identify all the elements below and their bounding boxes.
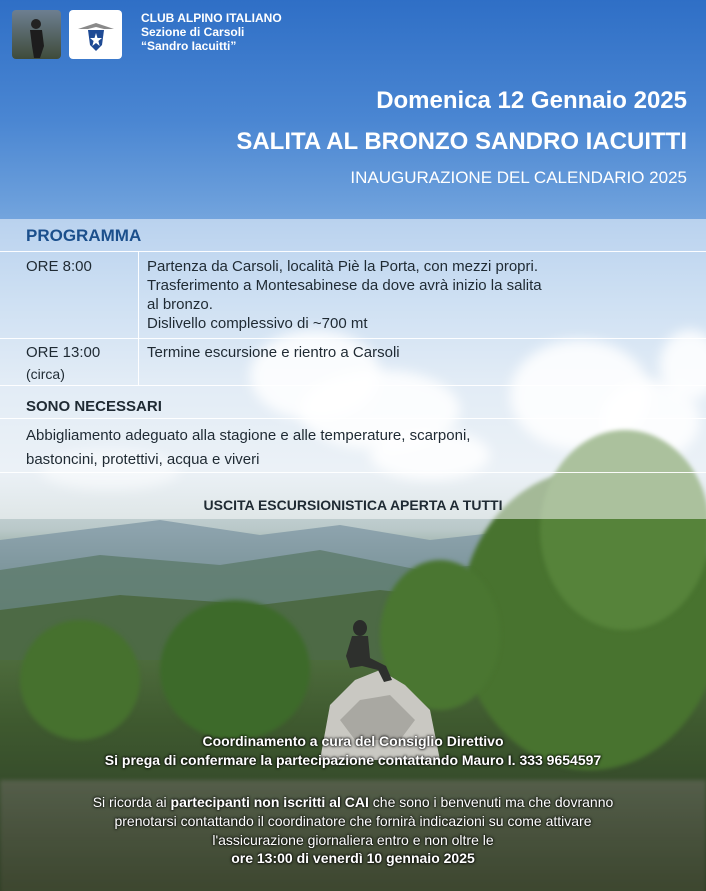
event-date: Domenica 12 Gennaio 2025 xyxy=(376,87,687,114)
reminder-text: che sono i benvenuti ma che dovranno xyxy=(368,794,614,810)
row-time-note: (circa) xyxy=(26,366,65,382)
necessari-line: Abbigliamento adeguato alla stagione e alle temperature, scarponi, xyxy=(26,427,471,444)
divider xyxy=(0,338,706,339)
divider xyxy=(0,385,706,386)
hiker-photo-logo xyxy=(12,10,61,59)
reminder-line-3: l'assicurazione giornaliera entro e non oltre le xyxy=(212,832,494,848)
row-line: Partenza da Carsoli, località Piè la Porta, con mezzi propri. xyxy=(147,258,539,275)
column-divider xyxy=(138,251,139,385)
reminder-line-2: prenotarsi contattando il coordinatore che fornirà indicazioni su come attivare xyxy=(114,813,592,829)
confirmation-line: Si prega di confermare la partecipazione contattando Mauro I. 333 9654597 xyxy=(104,752,602,768)
deadline: ore 13:00 di venerdì 10 gennaio 2025 xyxy=(231,850,475,866)
row-line: Dislivello complessivo di ~700 mt xyxy=(147,315,368,332)
event-title: SALITA AL BRONZO SANDRO IACUITTI xyxy=(236,128,687,155)
row-time: ORE 13:00 xyxy=(26,344,101,361)
open-to-all-note: USCITA ESCURSIONISTICA APERTA A TUTTI xyxy=(203,497,503,513)
row-line: al bronzo. xyxy=(147,296,213,313)
row-line: Termine escursione e rientro a Carsoli xyxy=(147,344,400,361)
row-time: ORE 8:00 xyxy=(26,258,92,275)
program-heading: PROGRAMMA xyxy=(26,226,142,245)
reminder-line-1 xyxy=(0,793,706,811)
divider xyxy=(0,472,706,473)
necessari-line: bastoncini, protettivi, acqua e viveri xyxy=(26,451,260,468)
club-line-2: Sezione di Carsoli xyxy=(141,25,245,39)
event-subtitle: INAUGURAZIONE DEL CALENDARIO 2025 xyxy=(350,168,687,187)
row-line: Trasferimento a Montesabinese da dove avrà inizio la salita xyxy=(147,277,542,294)
club-line-3: “Sandro Iacuitti” xyxy=(141,39,237,53)
reminder-emphasis: partecipanti non iscritti al CAI xyxy=(170,794,369,810)
divider xyxy=(0,251,706,252)
club-name xyxy=(141,11,282,53)
club-line-1: CLUB ALPINO ITALIANO xyxy=(141,11,282,25)
coordination-line: Coordinamento a cura del Consiglio Direttivo xyxy=(202,733,504,749)
cai-logo xyxy=(69,10,122,59)
divider xyxy=(0,418,706,419)
reminder-text: Si ricorda ai xyxy=(92,794,171,810)
necessari-heading: SONO NECESSARI xyxy=(26,398,162,415)
